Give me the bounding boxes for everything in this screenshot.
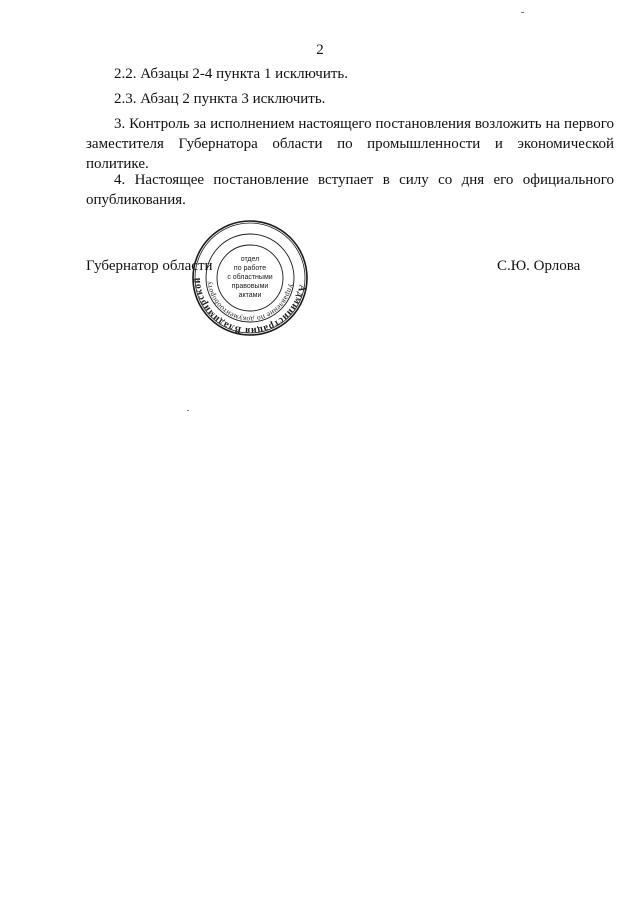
paragraph-2-2: 2.2. Абзацы 2-4 пункта 1 исключить. bbox=[114, 66, 348, 82]
paragraph-2-3: 2.3. Абзац 2 пункта 3 исключить. bbox=[114, 91, 326, 107]
stamp-outer-text: Администрация Владимирской bbox=[192, 276, 307, 336]
page-number: 2 bbox=[316, 42, 324, 58]
stamp-seal-icon bbox=[192, 220, 308, 336]
scan-speck bbox=[187, 410, 189, 411]
paragraph-4: 4. Настоящее постановление вступает в силу со дня его официального опубликования. bbox=[86, 172, 614, 208]
stamp-center-line-3: с областными bbox=[227, 274, 273, 281]
stamp-center-line-2: по работе bbox=[233, 265, 267, 272]
signature-title: Губернатор области bbox=[86, 258, 213, 274]
stamp-center-line-4: правовыми bbox=[231, 283, 269, 290]
scan-speck bbox=[521, 12, 524, 13]
stamp-ring-text: Управление по документообороту bbox=[204, 280, 296, 325]
signature-name: С.Ю. Орлова bbox=[497, 258, 581, 274]
stamp-center-line-5: актами bbox=[238, 292, 262, 299]
stamp-center-line-1: отдел bbox=[240, 256, 260, 263]
paragraph-3: 3. Контроль за исполнением настоящего постановления возложить на первого заместителя Губернатора области по промышленности и экономической политике. bbox=[86, 116, 614, 172]
official-stamp bbox=[192, 220, 308, 336]
